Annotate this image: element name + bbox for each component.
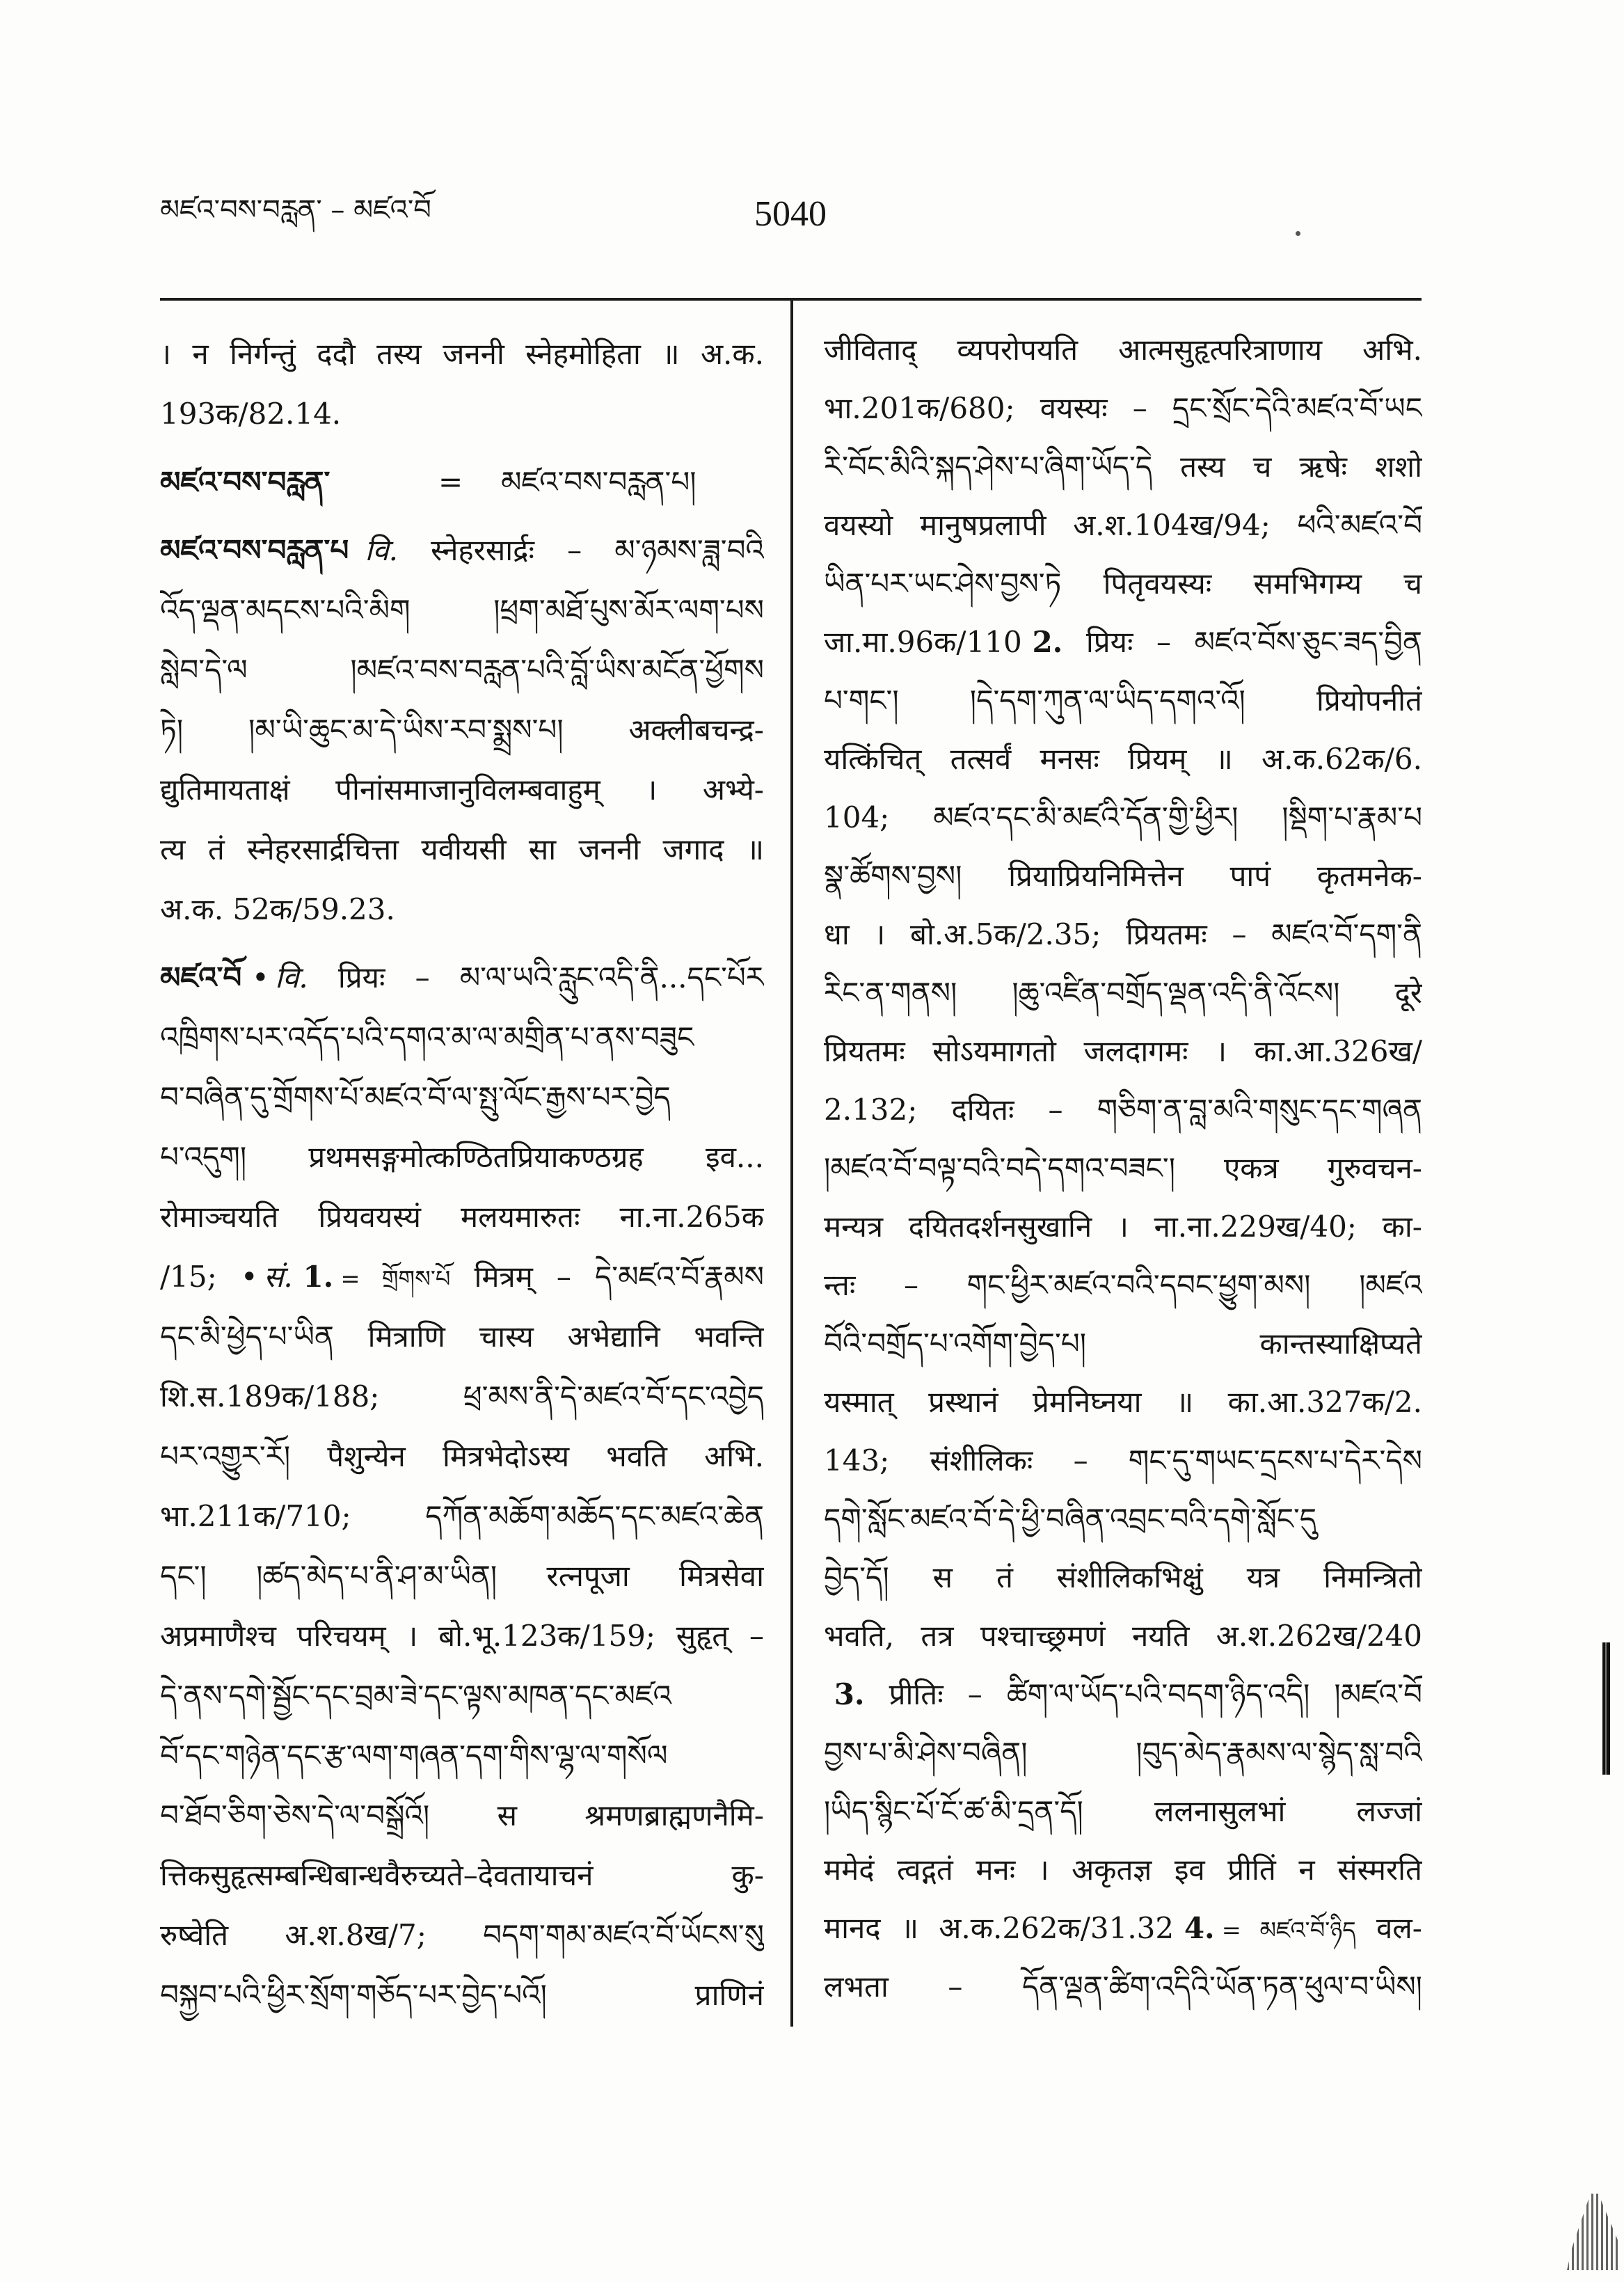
line-text: འཁྲིགས་པར་འདོད་པའི་དགའ་མ་ལ་མགྲིན་པ་ནས་བཟུང [160,1020,694,1054]
line-text: བྱས་པ་མི་ཤེས་བཞིན། །བུད་མེད་རྣམས་ལ་སྙེད་སླ་བའི [824,1736,1422,1770]
line-text: यत्किंचित् तत्सर्वं मनसः प्रियम् ॥ अ.क.62क/6. [824,742,1422,776]
sense-number: 1. [303,1260,334,1294]
left-column [160,324,764,2025]
text-line [160,820,764,880]
headword: མཛའ་བས་བརླན་པ [160,533,349,567]
line-text: अप्रमाणैश्च परिचयम् । बो.भू.123क/159; सुहृत् – [160,1619,764,1653]
text-line [824,789,1422,847]
line-text: • [252,960,269,995]
line-text: བ་ཐོབ་ཅིག་ཅེས་དེ་ལ་བསྒྲོའོ། स श्रमणब्राह्मणनैमि- [160,1798,764,1832]
cross-reference: = གྲོགས་པོ [340,1265,451,1292]
text-line [824,1315,1422,1373]
text-line [824,1724,1422,1782]
text-line [160,1307,764,1367]
line-text: त्तिकसुहृत्सम्बन्धिबान्धवैरुच्यते–देवतायाचनं कु- [160,1858,764,1892]
line-text: /15; • [160,1260,258,1294]
text-line [824,1256,1422,1315]
line-text: अ.क. 52क/59.23. [160,892,395,926]
text-line [824,672,1422,730]
line-text: मित्रम् – དེ་མཛའ་བོ་རྣམས [450,1260,764,1294]
text-line [160,384,764,444]
line-text: བ་བཞིན་དུ་གྲོགས་པོ་མཛའ་བོ་ལ་སྤུ་ལོང་རྒྱས་པར་བྱེད [160,1080,671,1114]
line-text: त्य तं स्नेहरसार्द्रचित्ता यवीयसी सा जननी जगाद ॥ [160,832,764,866]
line-text: བོ་དང་གཉེན་དང་རྩ་ལག་གཞན་དག་གིས་ལྷ་ལ་གསོལ [160,1738,668,1773]
text-line [160,580,764,640]
text-line [824,1899,1422,1958]
text-line [824,1198,1422,1256]
line-text: སྣ་ཚོགས་བྱས། प्रियाप्रियनिमित्तेन पापं कृतमनेक- [824,859,1422,893]
entry-continuation [824,321,1422,2016]
grammar-label: वि. [365,533,398,567]
line-text: वल- [1355,1911,1422,1945]
line-text: मानद ॥ अ.क.262क/31.32 [824,1911,1175,1945]
line-text: དང་། །ཚད་མེད་པ་ནི་ཤ་མ་ཡིན། रत्नपूजा मित्रसेवा [160,1559,764,1593]
line-text: དང་མི་ཕྱེད་པ་ཡིན मित्राणि चास्य अभेद्यानि भवन्ति [160,1320,764,1354]
line-text: 104; མཛའ་དང་མི་མཛའི་དོན་གྱི་ཕྱིར། །སྡིག་པ་རྣམ་པ [824,800,1422,834]
line-text: ཏེ། །མ་ཡི་ཆུང་མ་དེ་ཡིས་རབ་སྨྲས་པ། अक्लीबचन्द्र- [160,713,764,747]
text-line [160,452,764,512]
right-column [824,321,1422,2016]
sense-number: 3. [834,1677,865,1711]
text-line [160,1846,764,1905]
line-text: स्नेहरसार्द्रः – མ་ཉམས་ཟླ་བའི [397,533,764,567]
line-text: प्रीतिः – ཚིག་ལ་ཡོད་པའི་བདག་ཉིད་འདི། །མཛའ་བོ [864,1677,1422,1711]
line-text: 2.132; दयितः – གཅིག་ན་བླ་མའི་གསུང་དང་གཞན [824,1093,1422,1127]
text-line [824,905,1422,964]
line-text: རི་བོང་མིའི་སྐད་ཤེས་པ་ཞིག་ཡོད་དེ तस्य च ऋषेः शशो [824,450,1422,484]
line-text: रोमाञ्चयति प्रियवयस्यं मलयमारुतः ना.ना.265क [160,1200,764,1234]
line-text: དགེ་སློང་མཛའ་བོ་དེ་ཕྱི་བཞིན་འབྲང་བའི་དགེ་སློང་དུ [824,1502,1317,1536]
text-line [160,1008,764,1068]
text-line [160,1247,764,1307]
line-text: བོའི་བགྲོད་པ་འགོག་བྱེད་པ། कान्तस्याक्षिप्यते [824,1326,1422,1361]
line-text: པར་འགྱུར་རོ། पैशुन्येन मित्रभेदोऽस्य भवति अभि. [160,1439,764,1473]
text-line [160,1367,764,1427]
cross-reference: = མཛའ་བོ་ཉིད [1221,1917,1356,1944]
running-head: མཛའ་བས་བརླན་ – མཛའ་བོ [160,194,431,226]
text-line [160,1127,764,1187]
text-line [824,555,1422,613]
text-line [824,613,1422,672]
line-text: प्रियः – མ་ལ་ཡའི་རླུང་འདི་ནི...དང་པོར [308,960,764,995]
cross-reference-entry [160,452,764,512]
line-text: སླེབ་དེ་ལ །མཛའ་བས་བརླན་པའི་བློ་ཡིས་མངོན་ཕྱོགས [160,653,764,687]
text-line [824,1139,1422,1198]
line-text: ཡིན་པར་ཡང་ཤེས་བྱས་ཏེ पितृवयस्यः समभिगम्य च [824,566,1422,601]
line-text: वयस्यो मानुषप्रलापी अ.श.104ख/94; ཕའི་མཛའ་བོ [824,508,1422,542]
dictionary-entry [160,948,764,2025]
line-text: བསྐྱབ་པའི་ཕྱིར་སྲོག་གཅོད་པར་བྱེད་པའོ། प्राणिनं [160,1978,764,2012]
text-line [824,1782,1422,1841]
scan-speck [1296,231,1300,236]
text-line [824,1490,1422,1548]
grammar-label: वि. [275,960,308,995]
line-text: शि.स.189क/188; ཕྲ་མས་ནི་དེ་མཛའ་བོ་དང་འབྱེད [160,1379,764,1413]
text-line [160,1487,764,1546]
page-number: 5040 [754,194,827,234]
line-text: लभता – དོན་ལྡན་ཚིག་འདིའི་ཡོན་ཏན་ཕུལ་བ་ཡིས། [824,1970,1422,2004]
sense-number: 2. [1032,625,1063,659]
text-line [160,1965,764,2025]
line-text: जीविताद् व्यपरोपयति आत्मसुहृत्परित्राणाय अभि. [824,333,1422,367]
text-line [160,1726,764,1786]
text-line [824,1607,1422,1665]
text-line [160,760,764,820]
line-text: རིང་ན་གནས། །ཆུ་འཛིན་བགྲོད་ལྡན་འདི་ནི་འོངས། दूरे [824,976,1422,1010]
line-text: । न निर्गन्तुं ददौ तस्य जननी स्नेहमोहिता ॥ अ.क. [160,337,764,371]
line-text: པ་འདུག། प्रथमसङ्गमोत्कण्ठितप्रियाकण्ठग्रह इव... [160,1140,764,1174]
text-line [160,521,764,580]
entry-continuation [160,324,764,444]
line-text: བྱེད་དོ། स तं संशीलिकभिक्षुं यत्र निमन्त्रितो [824,1560,1422,1594]
text-line [824,1022,1422,1081]
text-line [824,1841,1422,1899]
line-text: न्तः – གང་ཕྱིར་མཛའ་བའི་དབང་ཕྱུག་མས། །མཛའ [824,1268,1422,1302]
text-line [160,1606,764,1666]
text-line [160,1187,764,1247]
sense-number: 4. [1184,1911,1215,1945]
text-line [824,1665,1422,1724]
line-text: མཛའ་བས་བརླན་པ། [501,465,696,499]
text-line [160,948,764,1008]
text-line [824,1373,1422,1432]
dictionary-entry [160,521,764,940]
text-line [824,1958,1422,2016]
line-text: པ་གང་། །དེ་དག་ཀུན་ལ་ཡིད་དགའ་འོ། प्रियोपनीतं [824,683,1422,718]
text-line [824,321,1422,379]
text-line [160,1068,764,1127]
line-text: मन्यत्र दयितदर्शनसुखानि । ना.ना.229ख/40; का- [824,1210,1422,1244]
line-text: प्रियतमः सोऽयमागतो जलदागमः । का.आ.326ख/ [824,1034,1422,1068]
text-line [824,379,1422,438]
line-text: जा.मा.96क/110 [824,625,1022,659]
text-line [824,964,1422,1022]
text-line [824,1432,1422,1490]
text-line [824,1548,1422,1607]
line-text: །མཛའ་བོ་བལྟ་བའི་བདེ་དགའ་བཟང་། एकत्र गुरुवचन- [824,1151,1422,1185]
line-text: 143; संशीलिकः – གང་དུ་གཡང་དྲངས་པ་དེར་དེས [824,1443,1422,1477]
text-line [160,324,764,384]
text-line [824,730,1422,789]
text-line [824,847,1422,905]
line-text: भा.211क/710; དཀོན་མཆོག་མཆོད་དང་མཛའ་ཆེན [160,1499,764,1533]
equals-sign: = [438,465,463,499]
line-text: འོད་ལྡན་མདངས་པའི་མིག །ཕྲག་མཐོ་པུས་མོར་ལག་པས [160,593,764,627]
text-line [160,1546,764,1606]
headword: མཛའ་བོ [160,960,242,995]
text-line [824,1081,1422,1139]
line-text: द्युतिमायताक्षं पीनांसमाजानुविलम्बवाहुम् । अभ्ये- [160,772,764,807]
text-line [160,1786,764,1846]
text-line [160,880,764,940]
text-line [160,1905,764,1965]
text-line [160,1427,764,1487]
line-text: धा । बो.अ.5क/2.35; प्रियतमः – མཛའ་བོ་དག་ནི [824,917,1422,951]
line-text: 193क/82.14. [160,397,342,431]
line-text: ममेदं त्वद्गतं मनः । अकृतज्ञ इव प्रीतिं न संस्मरति [824,1853,1422,1887]
scan-edge-mark [1602,1642,1610,1775]
line-text: यस्मात् प्रस्थानं प्रेमनिघ्नया ॥ का.आ.327क/2. [824,1385,1422,1419]
text-line [160,700,764,760]
text-line [824,496,1422,555]
line-text: །ཡིད་སྙིང་པོ་ངོ་ཚ་མི་དྲན་དོ། ललनासुलभां लज्जां [824,1794,1422,1828]
text-line [160,640,764,700]
column-divider [790,299,793,2027]
line-text: भा.201क/680; वयस्यः – དྲང་སྲོང་དེའི་མཛའ་བོ་ཡང [824,391,1422,425]
scan-corner-smudge [1567,2194,1619,2270]
headword: མཛའ་བས་བརླན་ [160,465,331,499]
grammar-label: सं. [264,1260,293,1294]
line-text: प्रियः – མཛའ་བོས་ཅུང་ཟད་བྱིན [1062,625,1422,659]
line-text: भवति, तत्र पश्चाच्छ्रमणं नयति अ.श.262ख/240 [824,1619,1422,1653]
line-text: रुष्वेति अ.श.8ख/7; བདག་གམ་མཛའ་བོ་ཡོངས་སུ [160,1918,764,1952]
line-text: དེ་ནས་དགེ་སྦྱོང་དང་བྲམ་ཟེ་དང་ལྟས་མཁན་དང་མཛའ [160,1679,671,1713]
text-line [824,438,1422,496]
text-line [160,1666,764,1726]
